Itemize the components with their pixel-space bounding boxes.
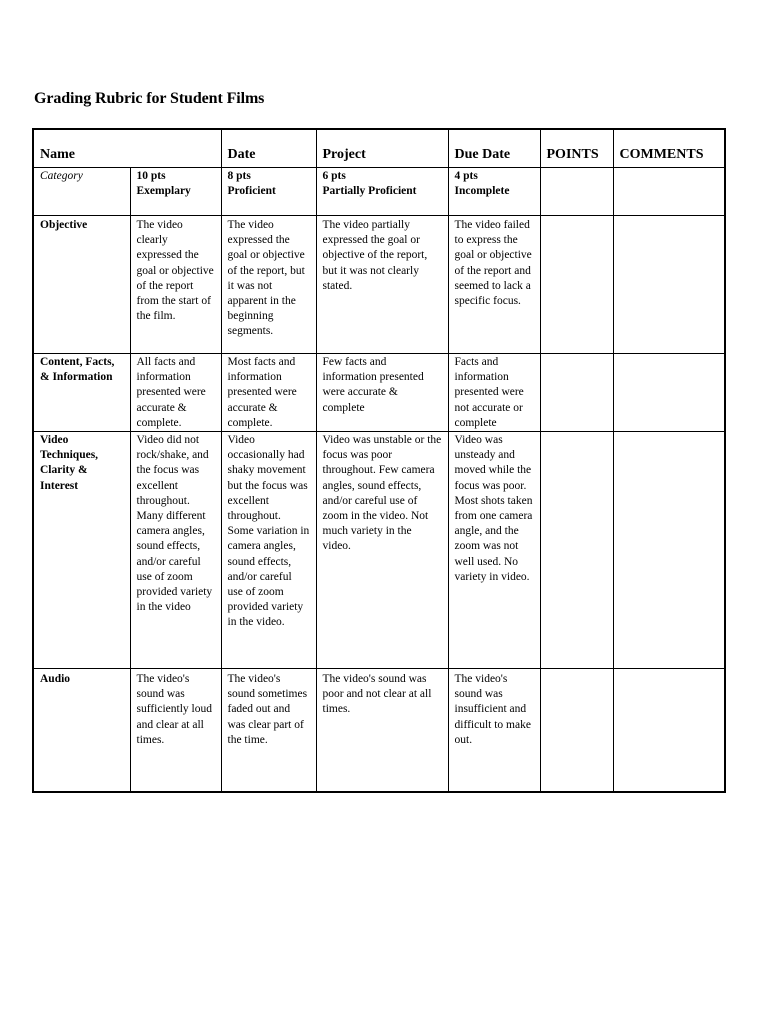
row-label: Audio <box>33 669 130 793</box>
comments-cell[interactable] <box>613 432 725 669</box>
criterion-cell: Video was unstable or the focus was poor throughout. Few camera angles, sound effects, and/or careful use of zoom in the video. Not much variety in the video. <box>316 432 448 669</box>
criterion-cell: The video's sound was insufficient and difficult to make out. <box>448 669 540 793</box>
rubric-row-content <box>33 354 725 432</box>
comments-cell[interactable] <box>613 216 725 354</box>
criterion-cell: All facts and information presented were accurate & complete. <box>130 354 221 432</box>
criterion-cell: The video failed to express the goal or objective of the report and seemed to lack a specific focus. <box>448 216 540 354</box>
header-project: Project <box>316 129 448 168</box>
level-proficient <box>221 168 316 216</box>
criterion-cell: Video did not rock/shake, and the focus was excellent throughout. Many different camera angles, sound effects, and/or careful use of zoom provided variety in the video <box>130 432 221 669</box>
rubric-row-audio <box>33 669 725 793</box>
header-row <box>33 129 725 168</box>
level-name: Incomplete <box>454 185 510 198</box>
criterion-cell: Most facts and information presented were accurate & complete. <box>221 354 316 432</box>
criterion-cell: Video occasionally had shaky movement but the focus was excellent throughout. Some variation in camera angles, sound effects, and/or careful use of zoom provided variety in the video. <box>221 432 316 669</box>
document-title: Grading Rubric for Student Films <box>34 90 265 107</box>
criterion-cell: Few facts and information presented were accurate & complete <box>316 354 448 432</box>
row-label: Objective <box>33 216 130 354</box>
criterion-cell: The video's sound was sufficiently loud and clear at all times. <box>130 669 221 793</box>
header-points: POINTS <box>540 129 613 168</box>
level-incomplete <box>448 168 540 216</box>
rubric-row-objective <box>33 216 725 354</box>
header-due-date: Due Date <box>448 129 540 168</box>
points-cell[interactable] <box>540 432 613 669</box>
category-label: Category <box>33 168 130 216</box>
header-date: Date <box>221 129 316 168</box>
comments-cell[interactable] <box>613 354 725 432</box>
criterion-cell: Facts and information presented were not accurate or complete <box>448 354 540 432</box>
row-label: Content, Facts, & Information <box>33 354 130 432</box>
criterion-cell: The video expressed the goal or objective of the report, but it was not apparent in the beginning segments. <box>221 216 316 354</box>
rubric-table <box>32 128 726 793</box>
level-points: 4 pts <box>454 170 478 182</box>
header-comments: COMMENTS <box>613 129 725 168</box>
criterion-cell: The video clearly expressed the goal or objective of the report from the start of the film. <box>130 216 221 354</box>
level-name: Partially Proficient <box>322 185 417 198</box>
rubric-row-video-techniques <box>33 432 725 669</box>
level-points: 8 pts <box>227 170 251 182</box>
level-partially-proficient <box>316 168 448 216</box>
criterion-cell: The video's sound sometimes faded out and was clear part of the time. <box>221 669 316 793</box>
category-row <box>33 168 725 216</box>
header-name: Name <box>33 129 221 168</box>
points-cell[interactable] <box>540 669 613 793</box>
comments-cell[interactable] <box>613 669 725 793</box>
points-cell[interactable] <box>540 168 613 216</box>
row-label: Video Techniques, Clarity & Interest <box>33 432 130 669</box>
level-points: 6 pts <box>322 170 346 182</box>
criterion-cell: The video partially expressed the goal or objective of the report, but it was not clearly stated. <box>316 216 448 354</box>
points-cell[interactable] <box>540 354 613 432</box>
criterion-cell: The video's sound was poor and not clear at all times. <box>316 669 448 793</box>
comments-cell[interactable] <box>613 168 725 216</box>
points-cell[interactable] <box>540 216 613 354</box>
level-name: Exemplary <box>136 185 191 198</box>
level-exemplary <box>130 168 221 216</box>
level-name: Proficient <box>227 185 276 198</box>
criterion-cell: Video was unsteady and moved while the focus was poor. Most shots taken from one camera angle, and the zoom was not well used. No variety in video. <box>448 432 540 669</box>
level-points: 10 pts <box>136 170 166 182</box>
